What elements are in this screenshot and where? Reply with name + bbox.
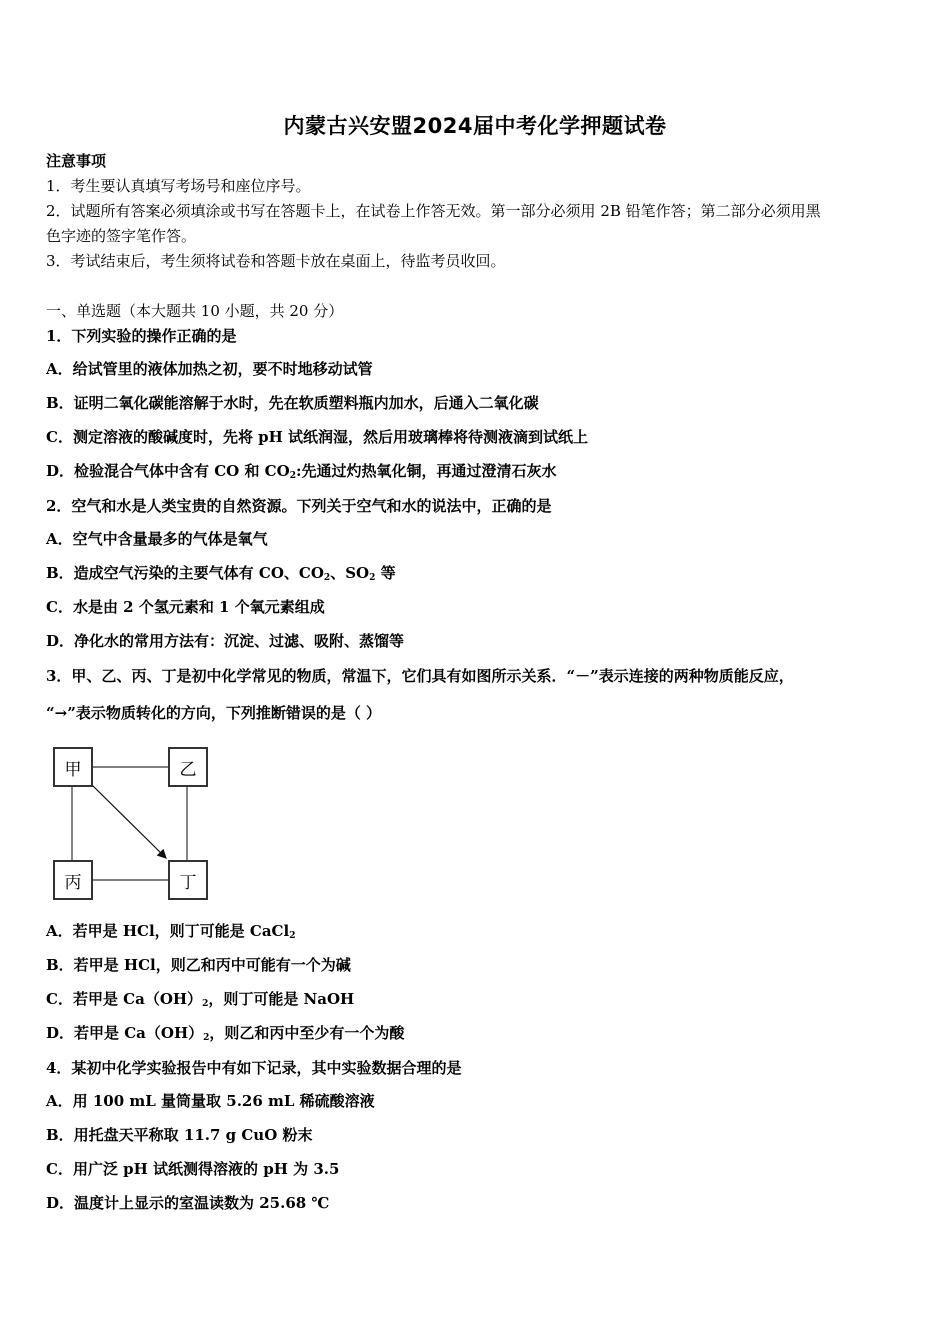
q4-option-d: D．温度计上显示的室温读数为 25.68 ℃ — [46, 1194, 330, 1212]
q3-option-d-sub: 2 — [203, 1033, 210, 1043]
q3-option-c-pre: C．若甲是 Ca（OH） — [46, 990, 203, 1008]
section-heading: 一、单选题（本大题共 10 小题，共 20 分） — [46, 302, 344, 320]
q2-option-b-post: 等 — [375, 564, 396, 582]
q3-option-c-post: ，则丁可能是 NaOH — [208, 990, 355, 1008]
q1-option-c: C．测定溶液的酸碱度时，先将 pH 试纸润湿，然后用玻璃棒将待测液滴到试纸上 — [46, 428, 589, 446]
notice-heading: 注意事项 — [46, 152, 107, 170]
q3-option-c — [46, 988, 910, 1015]
q2-option-b-pre: B．造成空气污染的主要气体有 CO、CO — [46, 564, 324, 582]
q3-option-a-sub: 2 — [289, 931, 296, 941]
notice-item-1: 1．考生要认真填写考场号和座位序号。 — [46, 177, 311, 195]
q3-option-d-post: ，则乙和丙中至少有一个为酸 — [209, 1024, 405, 1042]
q3-option-b: B．若甲是 HCl，则乙和丙中可能有一个为碱 — [46, 956, 351, 974]
q1-option-d-post: :先通过灼热氧化铜，再通过澄清石灰水 — [295, 462, 557, 480]
q4-option-c: C．用广泛 pH 试纸测得溶液的 pH 为 3.5 — [46, 1160, 340, 1178]
node-yi: 乙 — [168, 747, 208, 787]
q1-option-d — [46, 460, 910, 487]
q4-option-b: B．用托盘天平称取 11.7 g CuO 粉末 — [46, 1126, 313, 1144]
q1-option-a: A．给试管里的液体加热之初，要不时地移动试管 — [46, 360, 373, 378]
arrow-jia-to-ding — [92, 785, 166, 858]
q2-stem: 2．空气和水是人类宝贵的自然资源。下列关于空气和水的说法中，正确的是 — [46, 497, 552, 515]
node-jia: 甲 — [53, 747, 93, 787]
notice-item-2: 2．试题所有答案必须填涂或书写在答题卡上，在试卷上作答无效。第一部分必须用 2B 铅笔作答；第二部分必须用黑 — [46, 202, 821, 220]
notice-item-2-cont: 色字迹的签字笔作答。 — [46, 227, 197, 245]
q1-stem: 1．下列实验的操作正确的是 — [46, 327, 237, 345]
q3-option-a — [46, 920, 910, 947]
q3-relation-diagram — [50, 743, 212, 903]
q1-option-b: B．证明二氧化碳能溶解于水时，先在软质塑料瓶内加水，后通入二氧化碳 — [46, 394, 539, 412]
q2-option-b-sub1: 2 — [323, 573, 331, 583]
notice-item-3: 3．考试结束后，考生须将试卷和答题卡放在桌面上，待监考员收回。 — [46, 252, 506, 270]
q2-option-c: C．水是由 2 个氢元素和 1 个氧元素组成 — [46, 598, 325, 616]
q3-option-d-pre: D．若甲是 Ca（OH） — [46, 1024, 204, 1042]
q3-option-d — [46, 1022, 910, 1049]
q4-option-a: A．用 100 mL 量筒量取 5.26 mL 稀硫酸溶液 — [46, 1092, 375, 1110]
q3-stem-line2: “→”表示物质转化的方向，下列推断错误的是（ ） — [46, 704, 382, 722]
q1-option-d-pre: D．检验混合气体中含有 CO 和 CO — [46, 462, 290, 480]
q2-option-a: A．空气中含量最多的气体是氧气 — [46, 530, 268, 548]
exam-title: 内蒙古兴安盟2024届中考化学押题试卷 — [283, 114, 667, 138]
q2-option-d: D．净化水的常用方法有：沉淀、过滤、吸附、蒸馏等 — [46, 632, 405, 650]
q3-stem-line1: 3．甲、乙、丙、丁是初中化学常见的物质，常温下，它们具有如图所示关系．“－”表示连接的两种物质能反应， — [46, 667, 794, 685]
q2-option-b — [46, 562, 910, 589]
q1-option-d-sub: 2 — [289, 471, 296, 481]
q2-option-b-sub2: 2 — [369, 573, 376, 583]
q3-option-a-pre: A．若甲是 HCl，则丁可能是 CaCl — [46, 922, 290, 940]
q4-stem: 4．某初中化学实验报告中有如下记录，其中实验数据合理的是 — [46, 1059, 462, 1077]
q2-option-b-mid: 、SO — [330, 564, 370, 582]
node-bing: 丙 — [53, 860, 93, 900]
node-ding: 丁 — [168, 860, 208, 900]
q3-option-c-sub: 2 — [202, 999, 209, 1009]
